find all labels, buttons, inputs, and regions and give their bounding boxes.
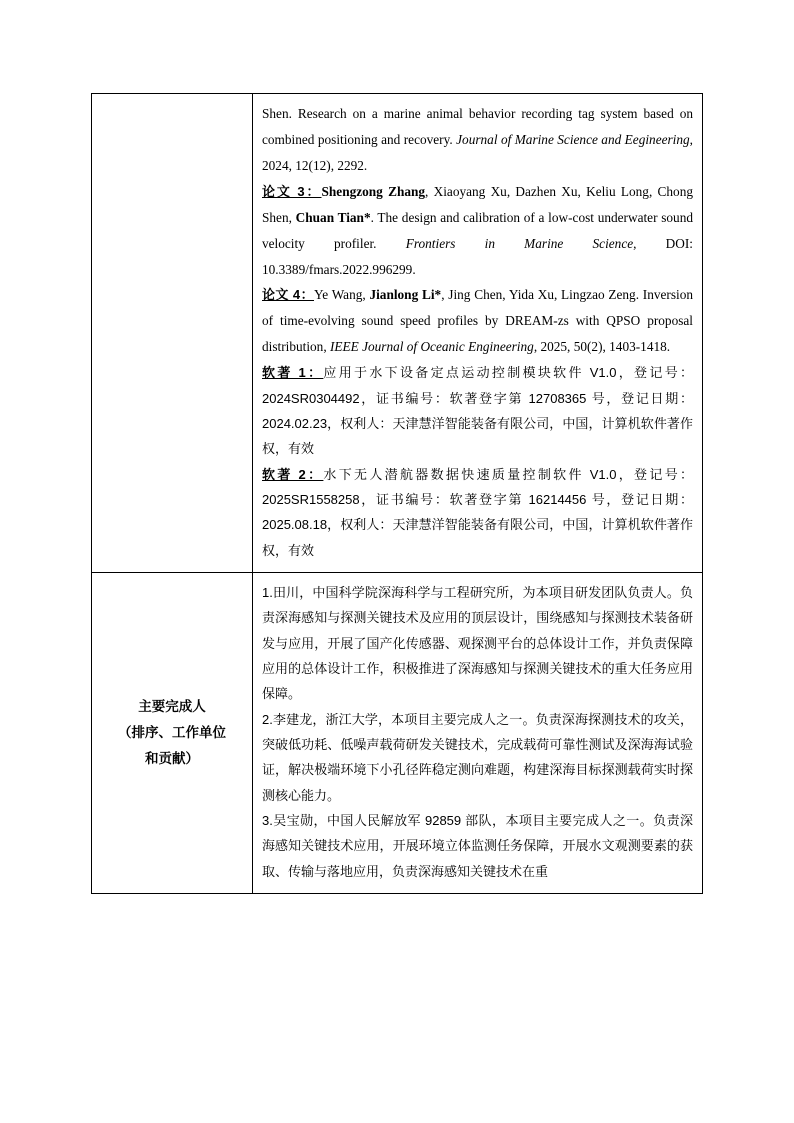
label-line-1: 主要完成人 bbox=[138, 698, 206, 714]
paragraph-person-2: 2.李建龙，浙江大学，本项目主要完成人之一。负责深海探测技术的攻关，突破低功耗、低噪声载荷研发关键技术，完成载荷可靠性测试及深海海试验证，解决极端环境下小孔径阵稳定测向难题，构建深海目标探测载荷实时探测核心能力。 bbox=[262, 711, 693, 803]
paragraph-software-2 bbox=[262, 462, 693, 563]
label-line-3: 和贡献） bbox=[145, 751, 199, 767]
run-text: 应用于水下设备定点运动控制模块软件 V1.0，登记号：2024SR0304492，证书编号：软著登字第 12708365 号，登记日期：2024.02.23，权利人：天津慧洋智能装备有限公司，中国，计算机软件著作权，有效 bbox=[262, 365, 694, 457]
paragraph-software-1 bbox=[262, 360, 693, 461]
row-label-cell-main-contributors bbox=[92, 572, 253, 893]
run-text: , Xiaoyang Xu, Dazhen Xu, Keliu Long, Chong Shen, bbox=[262, 183, 693, 225]
run-text: . The design and calibration of a low-cost underwater sound velocity profiler. bbox=[262, 209, 693, 251]
run-journal-title: Journal of Marine Science and Eegineering bbox=[456, 131, 690, 147]
run-author-corresponding: Jianlong Li* bbox=[369, 287, 442, 303]
run-text: , DOI: 10.3389/fmars.2022.996299. bbox=[262, 235, 693, 277]
content-table bbox=[91, 93, 703, 894]
paragraph-person-3: 3.吴宝勋，中国人民解放军 92859 部队，本项目主要完成人之一。负责深海感知关键技术应用，开展环境立体监测任务保障，开展水文观测要素的获取、传输与落地应用，负责深海感知关键技术在重 bbox=[262, 813, 693, 879]
run-text: Shen. Research on a marine animal behavior recording tag system based on combined positioning and recovery. bbox=[262, 106, 693, 147]
run-label-paper-3: 论文 3： bbox=[262, 183, 322, 199]
paragraph-person-1: 1.田川，中国科学院深海科学与工程研究所，为本项目研发团队负责人。负责深海感知与探测关键技术及应用的顶层设计，围绕感知与探测技术装备研发与应用，开展了国产化传感器、观探测平台的总体设计工作，并负责保障应用的总体设计工作，积极推进了深海感知与探测关键技术的重大任务应用保障。 bbox=[262, 584, 693, 702]
run-text: , 2025, 50(2), 1403-1418. bbox=[533, 339, 671, 355]
row-body-cell-publications bbox=[253, 94, 703, 573]
run-author-bold: Shengzong Zhang bbox=[321, 183, 426, 199]
run-text: , 2024, 12(12), 2292. bbox=[262, 131, 693, 173]
run-journal-title: IEEE Journal of Oceanic Engineering bbox=[329, 339, 534, 355]
paragraph-paper-3 bbox=[262, 179, 693, 283]
table-row bbox=[92, 94, 703, 573]
run-text: 水下无人潜航器数据快速质量控制软件 V1.0，登记号：2025SR1558258，证书编号：软著登字第 16214456 号，登记日期：2025.08.18，权利人：天津慧洋智能装备有限公司，中国，计算机软件著作权，有效 bbox=[262, 466, 694, 558]
run-label-software-1: 软著 1： bbox=[262, 365, 324, 381]
paragraph-reference-tail bbox=[262, 101, 693, 179]
row-label-cell-empty bbox=[92, 94, 253, 573]
run-label-paper-4: 论文 4： bbox=[262, 287, 314, 303]
row-body-cell-main-contributors bbox=[253, 572, 703, 893]
paragraph-paper-4 bbox=[262, 282, 693, 360]
run-text: , Jing Chen, Yida Xu, Lingzao Zeng. Inversion of time-evolving sound speed profiles by DREAM-zs with QPSO proposal distribution, bbox=[262, 287, 693, 355]
run-author-corresponding: Chuan Tian* bbox=[295, 209, 371, 225]
label-line-2: （排序、工作单位 bbox=[118, 724, 226, 740]
table-row bbox=[92, 572, 703, 893]
run-text: Ye Wang, bbox=[314, 287, 370, 303]
run-label-software-2: 软著 2： bbox=[262, 466, 324, 482]
run-journal-title: Frontiers in Marine Science bbox=[405, 235, 634, 251]
